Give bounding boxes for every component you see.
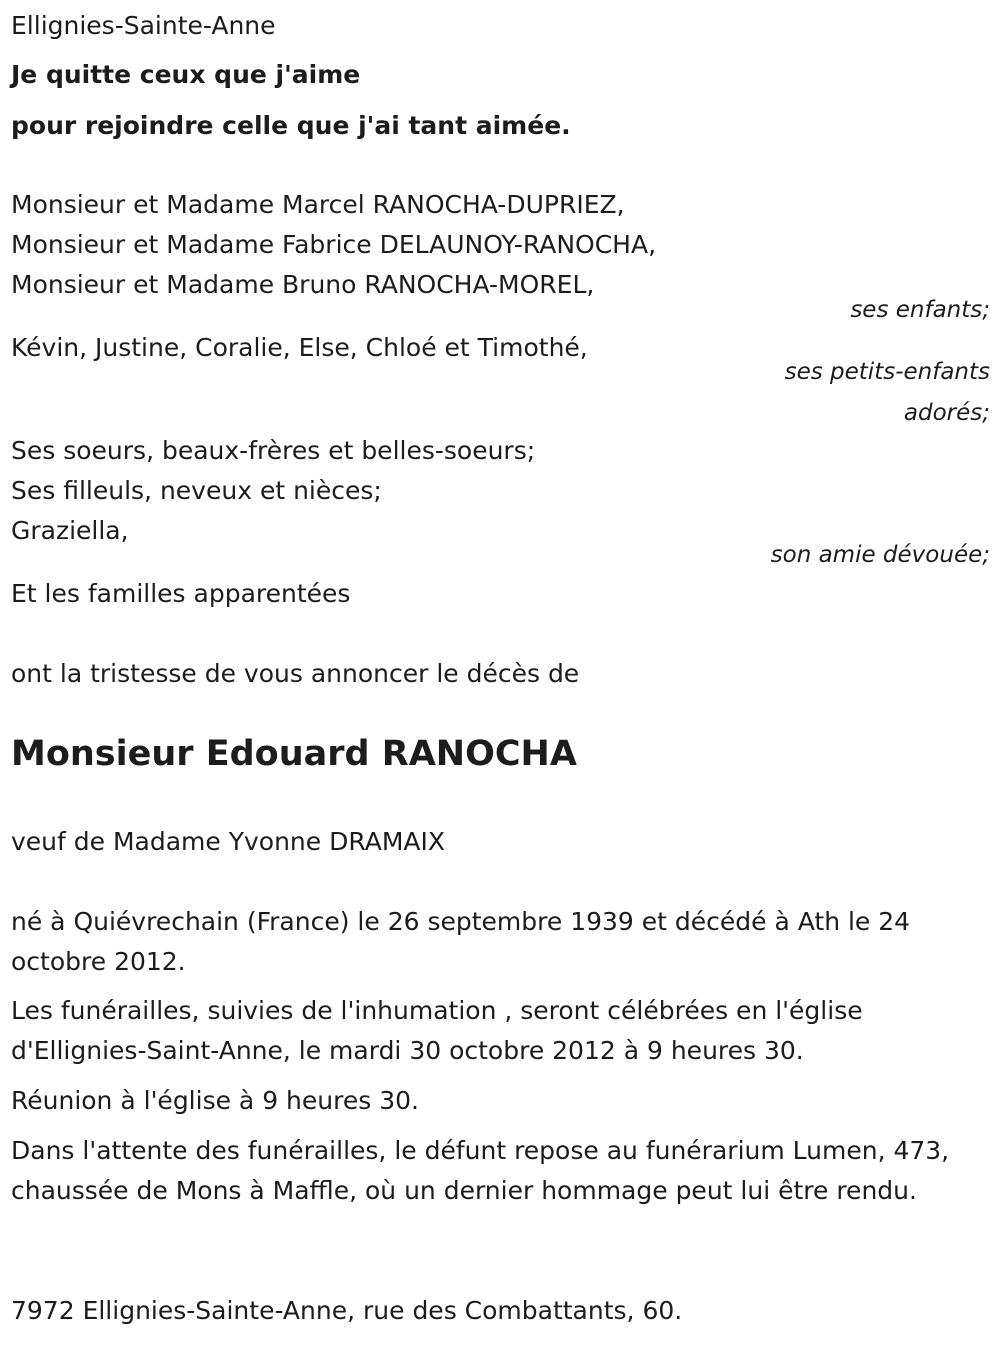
- funeral-paragraph: Les funérailles, suivies de l'inhumation , seront célébrées en l'église d'Ellignies-Saint-Anne, le mardi 30 octobre 2012 à 9 heures 30.: [11, 996, 863, 1065]
- related-families: Et les familles apparentées: [11, 579, 351, 608]
- family-line-3: Graziella,: [11, 516, 129, 545]
- friend-relation: son amie dévouée;: [770, 542, 990, 568]
- birth-death-paragraph: né à Quiévrechain (France) le 26 septembre 1939 et décédé à Ath le 24 octobre 2012.: [11, 907, 911, 976]
- visitation-paragraph: Dans l'attente des funérailles, le défunt repose au funérarium Lumen, 473, chaussée de Mons à Maffle, où un dernier hommage peut lui être rendu.: [11, 1136, 950, 1205]
- deceased-name: Monsieur Edouard RANOCHA: [11, 734, 577, 774]
- family-line-2: Ses filleuls, neveux et nièces;: [11, 476, 382, 505]
- grandchildren-names: Kévin, Justine, Coralie, Else, Chloé et Timothé,: [11, 333, 588, 362]
- announcement-intro: ont la tristesse de vous annoncer le décès de: [11, 659, 580, 688]
- widow-of: veuf de Madame Yvonne DRAMAIX: [11, 827, 445, 856]
- grandchildren-relation-line-1: ses petits-enfants: [784, 359, 990, 385]
- child-line-1: Monsieur et Madame Marcel RANOCHA-DUPRIEZ,: [11, 190, 625, 219]
- meeting-info: Réunion à l'église à 9 heures 30.: [11, 1086, 419, 1115]
- quote-line-1: Je quitte ceux que j'aime: [11, 60, 361, 89]
- grandchildren-relation-line-2: adorés;: [903, 400, 990, 426]
- child-line-2: Monsieur et Madame Fabrice DELAUNOY-RANOCHA,: [11, 230, 657, 259]
- child-line-3: Monsieur et Madame Bruno RANOCHA-MOREL,: [11, 270, 595, 299]
- family-address: 7972 Ellignies-Sainte-Anne, rue des Combattants, 60.: [11, 1296, 683, 1325]
- quote-line-2: pour rejoindre celle que j'ai tant aimée.: [11, 111, 571, 140]
- location-heading: Ellignies-Sainte-Anne: [11, 11, 276, 40]
- children-relation: ses enfants;: [850, 297, 990, 323]
- family-line-1: Ses soeurs, beaux-frères et belles-soeurs;: [11, 436, 536, 465]
